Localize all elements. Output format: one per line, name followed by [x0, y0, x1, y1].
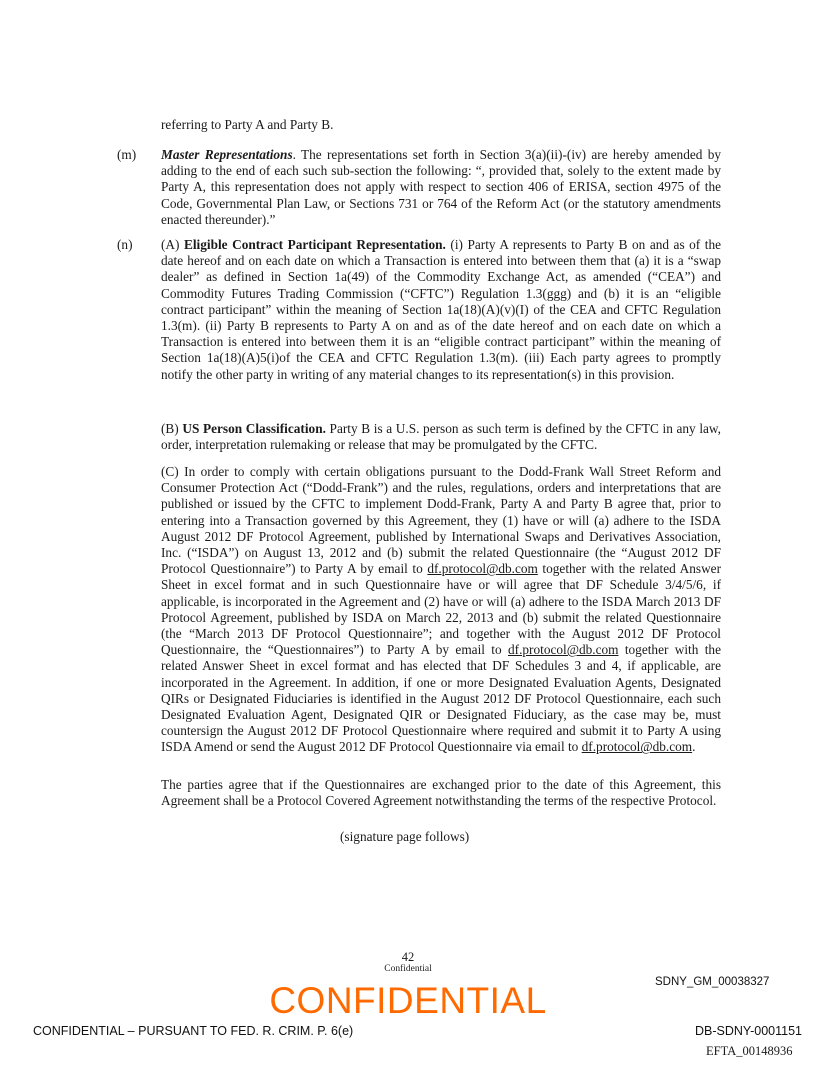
- footer-efta-number: EFTA_00148936: [706, 1044, 793, 1058]
- section-n-a-prefix: (A): [161, 237, 184, 252]
- section-m-text: . The representations set forth in Section 3(a)(ii)-(iv) are hereby amended by adding to the end of each such sub-section the following: “, provided that, solely to the extent made by Party A, this representation does not apply with respect to section 406 of ERISA, section 4975 of the Code, Governmental Plan Law, or Sections 731 or 764 of the Reform Act (or the statutory amendments enacted thereunder).”: [161, 147, 721, 227]
- confidential-small-label: Confidential: [384, 964, 432, 974]
- section-n-c-part1: (C) In order to comply with certain obligations pursuant to the Dodd-Frank Wall Street Reform and Consumer Protection Act (“Dodd-Frank”) and the rules, regulations, orders and interpretations that are published or issued by the CFTC to implement Dodd-Frank, Party A and Party B agree that, prior to entering into a Transaction governed by this Agreement, they (1) have or will (a) adhere to the ISDA August 2012 DF Protocol Agreement, published by International Swaps and Derivatives Association, Inc. (“ISDA”) on August 13, 2012 and (b) submit the related Questionnaire (the “August 2012 DF Protocol Questionnaire”) to Party A by email to: [161, 464, 721, 577]
- section-n-c-part3: together with the related Answer Sheet in excel format and has elected that DF Schedules 3 and 4, if applicable, are incorporated in the Agreement. In addition, if one or more Designated Evaluation Agents, Designated QIRs or Designated Fiduciaries is identified in the August 2012 DF Protocol Questionnaire, each such Designated Evaluation Agent, Designated QIR or Designated Fiduciary, as the case may be, must countersign the August 2012 DF Protocol Questionnaire where required and submit it to Party A using ISDA Amend or send the August 2012 DF Protocol Questionnaire via email to: [161, 642, 721, 755]
- email-link-3[interactable]: df.protocol@db.com: [581, 739, 693, 755]
- section-m-label: (m): [117, 147, 137, 162]
- bates-number-top: SDNY_GM_00038327: [655, 976, 770, 988]
- section-m-paragraph: [161, 147, 721, 228]
- intro-text: referring to Party A and Party B.: [161, 117, 334, 132]
- signature-note: (signature page follows): [340, 829, 470, 844]
- section-n-c-part2: together with the related Answer Sheet in excel format and in such Questionnaire have or will agree that DF Schedule 3/4/5/6, if applicable, is incorporated in the Agreement and (2) have or will (a) adhere to the ISDA March 2013 DF Protocol Agreement, published by ISDA on March 22, 2013 and (b) submit the related Questionnaire (the “March 2013 DF Protocol Questionnaire”; and together with the August 2012 DF Protocol Questionnaire, the “Questionnaires”) to Party A by email to: [161, 561, 721, 658]
- section-n-b-paragraph: [161, 421, 721, 453]
- section-n-b-text: Party B is a U.S. person as such term is defined by the CFTC in any law, order, interpretation rulemaking or release that may be promulgated by the CFTC.: [161, 421, 721, 453]
- section-n-b-heading: US Person Classification.: [182, 421, 326, 436]
- section-m-heading: Master Representations: [161, 147, 293, 162]
- section-n-a-text: (i) Party A represents to Party B on and as of the date hereof and on each date on which a Transaction is entered into between them that (a) it is a “swap dealer” as defined in Section 1a(49) of the Commodity Exchange Act, as amended (“CEA”) and Commodity Futures Trading Commission (“CFTC”) Regulation 1.3(ggg) and (b) it is an “eligible contract participant” within the meaning of Section 1a(18)(A)(v)(I) of the CEA and CFTC Regulation 1.3(m). (ii) Party B represents to Party A on and as of the date hereof and on each date on which a Transaction is entered into between them it is an “eligible contract participant” within the meaning of Section 1a(18)(A)5(i)of the CEA and CFTC Regulation 1.3(m). (iii) Each party agrees to promptly notify the other party in writing of any material changes to its representation(s) in this provision.: [161, 237, 721, 382]
- section-n-c-end: .: [692, 739, 696, 755]
- footer-bates-number: DB-SDNY-0001151: [695, 1024, 803, 1038]
- email-link-1[interactable]: df.protocol@db.com: [427, 561, 538, 577]
- footer-confidential-notice: CONFIDENTIAL – PURSUANT TO FED. R. CRIM. P. 6(e): [33, 1024, 354, 1038]
- section-n-a-heading: Eligible Contract Participant Representation.: [183, 237, 446, 252]
- confidential-banner: CONFIDENTIAL: [269, 980, 547, 1021]
- section-n-a-paragraph: [161, 237, 721, 383]
- email-link-2[interactable]: df.protocol@db.com: [508, 642, 619, 658]
- section-n-b-prefix: (B): [161, 421, 183, 436]
- page-number: 42: [401, 950, 415, 964]
- section-n-c-paragraph: [161, 464, 721, 756]
- closing-paragraph: The parties agree that if the Questionnaires are exchanged prior to the date of this Agreement, this Agreement shall be a Protocol Covered Agreement notwithstanding the terms of the respective Protocol.: [161, 777, 721, 809]
- section-n-label: (n): [117, 237, 133, 252]
